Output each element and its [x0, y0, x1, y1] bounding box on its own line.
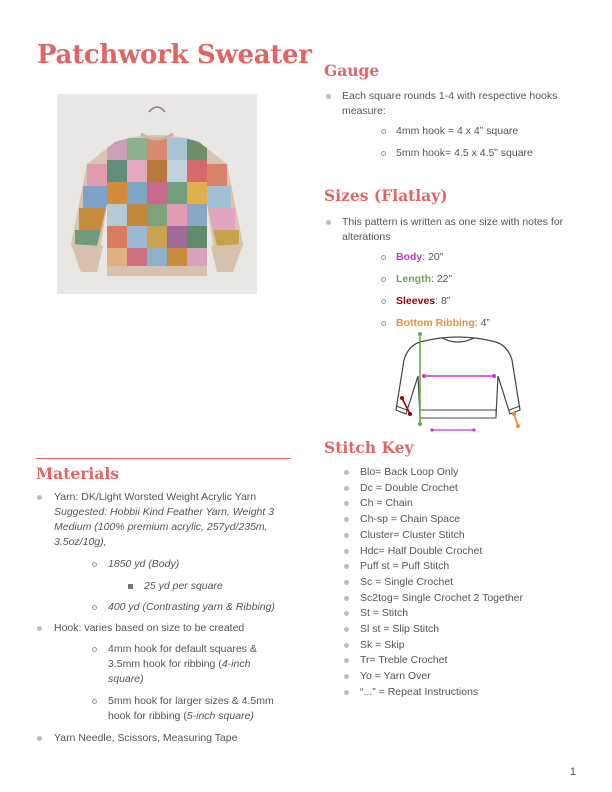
- circle-bullet-icon: [381, 277, 386, 282]
- bullet-icon: [326, 220, 331, 225]
- stitch-key-item: Tr= Treble Crochet: [360, 654, 448, 667]
- stitch-key-item: Ch = Chain: [360, 497, 413, 510]
- circle-bullet-icon: [92, 647, 97, 652]
- hook-default-size: 4-inch: [221, 658, 251, 670]
- bullet-icon: [37, 626, 42, 631]
- page-number: 1: [569, 766, 576, 778]
- stitch-key-item: Puff st = Puff Stitch: [360, 560, 450, 573]
- stitch-key-item: Dc = Double Crochet: [360, 481, 458, 494]
- circle-bullet-icon: [381, 255, 386, 260]
- bullet-icon: [326, 94, 331, 99]
- yarn-line: Yarn: DK/Light Worsted Weight Acrylic Yarn: [54, 491, 257, 503]
- bullet-icon: [344, 564, 349, 569]
- stitch-key-item: Sk = Skip: [360, 638, 405, 651]
- sizes-heading: Sizes (Flatlay): [324, 186, 448, 205]
- gauge-intro-line1: Each square rounds 1-4 with respective hooks: [342, 90, 558, 102]
- square-bullet-icon: [128, 584, 133, 589]
- gauge-item: 5mm hook= 4.5 x 4.5” square: [396, 147, 533, 159]
- size-label-length: Length: [396, 273, 431, 285]
- stitch-key-item: Sc2tog= Single Crochet 2 Together: [360, 591, 523, 604]
- circle-bullet-icon: [92, 562, 97, 567]
- size-value-body: : 20”: [422, 251, 444, 263]
- yarn-suggestion-line3: 3.5oz/10g),: [54, 536, 107, 548]
- size-item-body: [396, 250, 443, 265]
- hook-default-line2: [108, 657, 250, 672]
- bullet-icon: [344, 627, 349, 632]
- hook-large-size: 5-inch square): [186, 710, 254, 722]
- stitch-key-item: Blo= Back Loop Only: [360, 466, 459, 478]
- bullet-icon: [37, 495, 42, 500]
- bullet-icon: [344, 658, 349, 663]
- notions-line: Yarn Needle, Scissors, Measuring Tape: [54, 732, 238, 744]
- hook-default-text: 3.5mm hook for ribbing (: [108, 658, 222, 670]
- bullet-icon: [344, 596, 349, 601]
- hook-large-line1: 5mm hook for larger sizes & 4.5mm: [108, 695, 274, 707]
- hook-default-line1: 4mm hook for default squares &: [108, 643, 257, 655]
- stitch-key-item: “...” = Repeat Instructions: [360, 685, 479, 698]
- circle-bullet-icon: [92, 605, 97, 610]
- sizes-intro-line1: This pattern is written as one size with notes for: [342, 216, 564, 228]
- yarn-suggestion-line1: Suggested: Hobbii Kind Feather Yarn, Weight 3: [54, 506, 275, 518]
- page-title: Patchwork Sweater: [37, 40, 312, 70]
- materials-heading: Materials: [36, 464, 119, 483]
- bullet-icon: [344, 470, 349, 475]
- size-label-ribbing: Bottom Ribbing: [396, 317, 475, 329]
- circle-bullet-icon: [381, 151, 386, 156]
- stitch-key-heading: Stitch Key: [324, 438, 414, 457]
- bullet-icon: [344, 611, 349, 616]
- hook-large-text: hook for ribbing (: [108, 710, 187, 722]
- sweater-photo: [57, 94, 257, 294]
- yarn-body-amount: 1850 yd (Body): [108, 558, 180, 570]
- bullet-icon: [344, 517, 349, 522]
- size-item-length: [396, 272, 452, 287]
- yarn-per-square: 25 yd per square: [144, 580, 223, 592]
- stitch-key-item: Yo = Yarn Over: [360, 670, 431, 683]
- circle-bullet-icon: [381, 129, 386, 134]
- stitch-key-item: Sc = Single Crochet: [360, 575, 454, 588]
- size-value-ribbing: : 4”: [474, 317, 490, 329]
- circle-bullet-icon: [92, 699, 97, 704]
- stitch-key-item: St = Stitch: [360, 607, 409, 620]
- hook-large-line2: [108, 709, 254, 724]
- size-item-ribbing: [396, 316, 490, 331]
- stitch-key-item: Hdc= Half Double Crochet: [360, 544, 483, 557]
- stitch-key-item: Sl st = Slip Stitch: [360, 623, 440, 635]
- size-value-length: : 22”: [431, 273, 453, 285]
- gauge-intro-line2: measure:: [342, 105, 386, 117]
- size-value-sleeves: : 8”: [435, 295, 451, 307]
- gauge-heading: Gauge: [324, 61, 380, 80]
- sizes-intro-line2: alterations: [342, 231, 391, 243]
- size-label-sleeves: Sleeves: [396, 295, 436, 307]
- bullet-icon: [344, 643, 349, 648]
- stitch-key-item: Ch-sp = Chain Space: [360, 513, 461, 526]
- circle-bullet-icon: [381, 299, 386, 304]
- gauge-item: 4mm hook = 4 x 4” square: [396, 125, 519, 137]
- bullet-icon: [344, 486, 349, 491]
- circle-bullet-icon: [381, 321, 386, 326]
- bullet-icon: [37, 736, 42, 741]
- measurement-diagram: [390, 330, 526, 436]
- bullet-icon: [344, 549, 349, 554]
- stitch-key-item: Cluster= Cluster Stitch: [360, 528, 465, 541]
- bullet-icon: [344, 501, 349, 506]
- bullet-icon: [344, 690, 349, 695]
- bullet-icon: [344, 674, 349, 679]
- size-item-sleeves: [396, 294, 450, 309]
- materials-divider: [36, 458, 291, 459]
- yarn-contrast-amount: 400 yd (Contrasting yarn & Ribbing): [108, 601, 275, 613]
- size-label-body: Body: [396, 251, 423, 263]
- bullet-icon: [344, 533, 349, 538]
- yarn-suggestion-line2: Medium (100% premium acrylic, 257yd/235m,: [54, 521, 268, 533]
- hook-default-line3: square): [108, 673, 144, 685]
- bullet-icon: [344, 580, 349, 585]
- hook-line: Hook: varies based on size to be created: [54, 622, 245, 634]
